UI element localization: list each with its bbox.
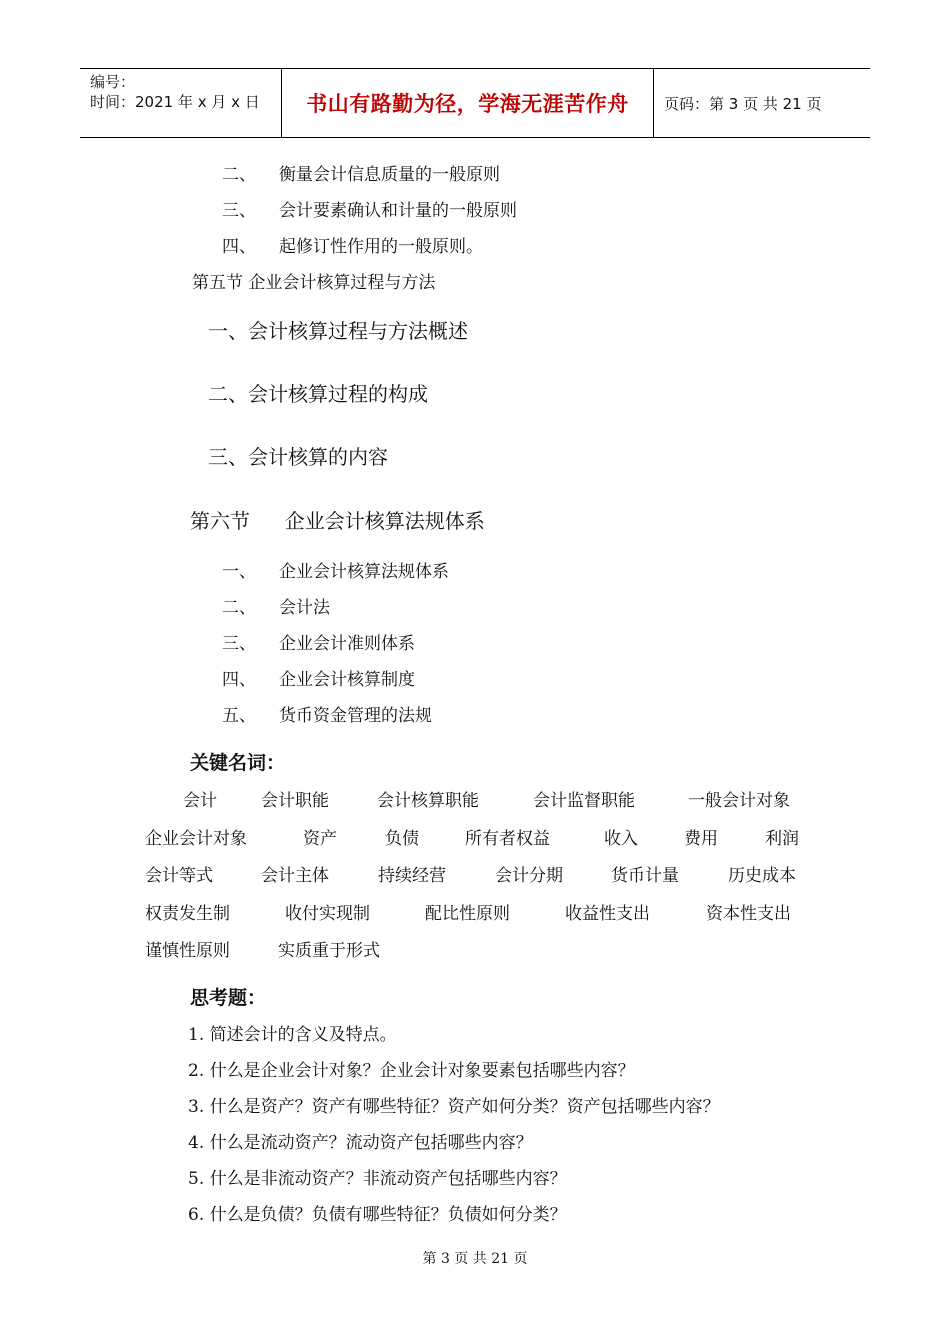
keyword: 权责发生制 <box>145 903 230 924</box>
question-item: 6. 什么是负债？负债有哪些特征？负债如何分类？ <box>188 1205 567 1225</box>
keyword: 收付实现制 <box>285 903 370 924</box>
list-item-number: 五、 <box>222 706 256 726</box>
section-title <box>190 505 485 534</box>
keyword: 货币计量 <box>611 866 679 886</box>
keywords-row <box>145 936 805 974</box>
list-item-text: 货币资金管理的法规 <box>279 706 432 726</box>
questions-heading: 思考题： <box>190 987 267 1009</box>
keyword: 谨慎性原则 <box>145 941 230 961</box>
list-item-text: 企业会计核算制度 <box>279 670 415 690</box>
section-number: 第六节 <box>190 509 250 533</box>
list-item-number: 二、 <box>222 165 256 185</box>
question-item: 4. 什么是流动资产？流动资产包括哪些内容？ <box>188 1133 533 1153</box>
question-item: 2. 什么是企业会计对象？企业会计对象要素包括哪些内容？ <box>188 1061 635 1081</box>
page-header <box>80 68 870 138</box>
keyword: 企业会计对象 <box>145 828 247 849</box>
keyword: 会计职能 <box>261 791 329 811</box>
keywords-row <box>145 786 805 824</box>
section-item: 三、会计核算的内容 <box>208 445 388 469</box>
header-page-info <box>654 69 870 137</box>
keyword: 历史成本 <box>728 866 796 886</box>
question-item: 5. 什么是非流动资产？非流动资产包括哪些内容？ <box>188 1169 567 1189</box>
keyword: 费用 <box>684 828 718 849</box>
header-meta <box>80 69 282 137</box>
list-item-number: 一、 <box>222 562 256 582</box>
time-label: 时间：2021 年 x 月 x 日 <box>90 93 260 111</box>
keywords-row <box>145 899 805 937</box>
keyword: 一般会计对象 <box>688 791 790 811</box>
keyword: 会计 <box>183 791 217 811</box>
number-label: 编号： <box>90 73 136 91</box>
keyword: 收益性支出 <box>565 903 650 924</box>
keywords-row <box>145 824 805 862</box>
question-item: 1. 简述会计的含义及特点。 <box>188 1025 397 1045</box>
keyword: 会计监督职能 <box>533 791 635 811</box>
keywords-heading: 关键名词： <box>190 752 286 774</box>
keyword: 实质重于形式 <box>278 941 380 961</box>
page-footer: 第 3 页 共 21 页 <box>422 1251 528 1267</box>
keyword: 利润 <box>765 828 799 849</box>
keyword: 资产 <box>303 828 337 849</box>
section-title-text: 企业会计核算法规体系 <box>284 509 485 533</box>
list-item-text: 企业会计核算法规体系 <box>279 562 449 582</box>
list-item-text: 会计法 <box>279 598 330 618</box>
keywords-row <box>145 861 805 899</box>
section-item: 二、会计核算过程的构成 <box>208 382 428 406</box>
list-item-text: 起修订性作用的一般原则。 <box>279 237 483 257</box>
keyword: 收入 <box>604 828 638 849</box>
list-item-text: 会计要素确认和计量的一般原则 <box>279 201 517 221</box>
list-item-number: 四、 <box>222 237 256 257</box>
list-item-text: 企业会计准则体系 <box>279 634 415 654</box>
keyword: 配比性原则 <box>425 903 510 924</box>
section-item: 一、会计核算过程与方法概述 <box>208 319 468 343</box>
keyword: 会计核算职能 <box>377 791 479 811</box>
keyword: 会计分期 <box>495 866 563 886</box>
question-item: 3. 什么是资产？资产有哪些特征？资产如何分类？资产包括哪些内容？ <box>188 1097 720 1117</box>
section-title: 第五节 企业会计核算过程与方法 <box>192 273 436 293</box>
keyword: 持续经营 <box>378 866 446 886</box>
motto-text: 书山有路勤为径，学海无涯苦作舟 <box>306 92 629 116</box>
keyword: 会计主体 <box>261 866 329 886</box>
list-item-number: 三、 <box>222 201 256 221</box>
list-item-number: 三、 <box>222 634 256 654</box>
keywords-list <box>145 786 805 974</box>
list-item-number: 二、 <box>222 598 256 618</box>
keyword: 负债 <box>385 828 419 849</box>
page-info-text: 页码：第 3 页 共 21 页 <box>664 94 822 113</box>
keyword: 会计等式 <box>145 866 213 886</box>
header-motto <box>282 69 654 137</box>
list-item-text: 衡量会计信息质量的一般原则 <box>279 165 500 185</box>
list-item-number: 四、 <box>222 670 256 690</box>
keyword: 所有者权益 <box>465 828 550 849</box>
keyword: 资本性支出 <box>706 903 791 924</box>
